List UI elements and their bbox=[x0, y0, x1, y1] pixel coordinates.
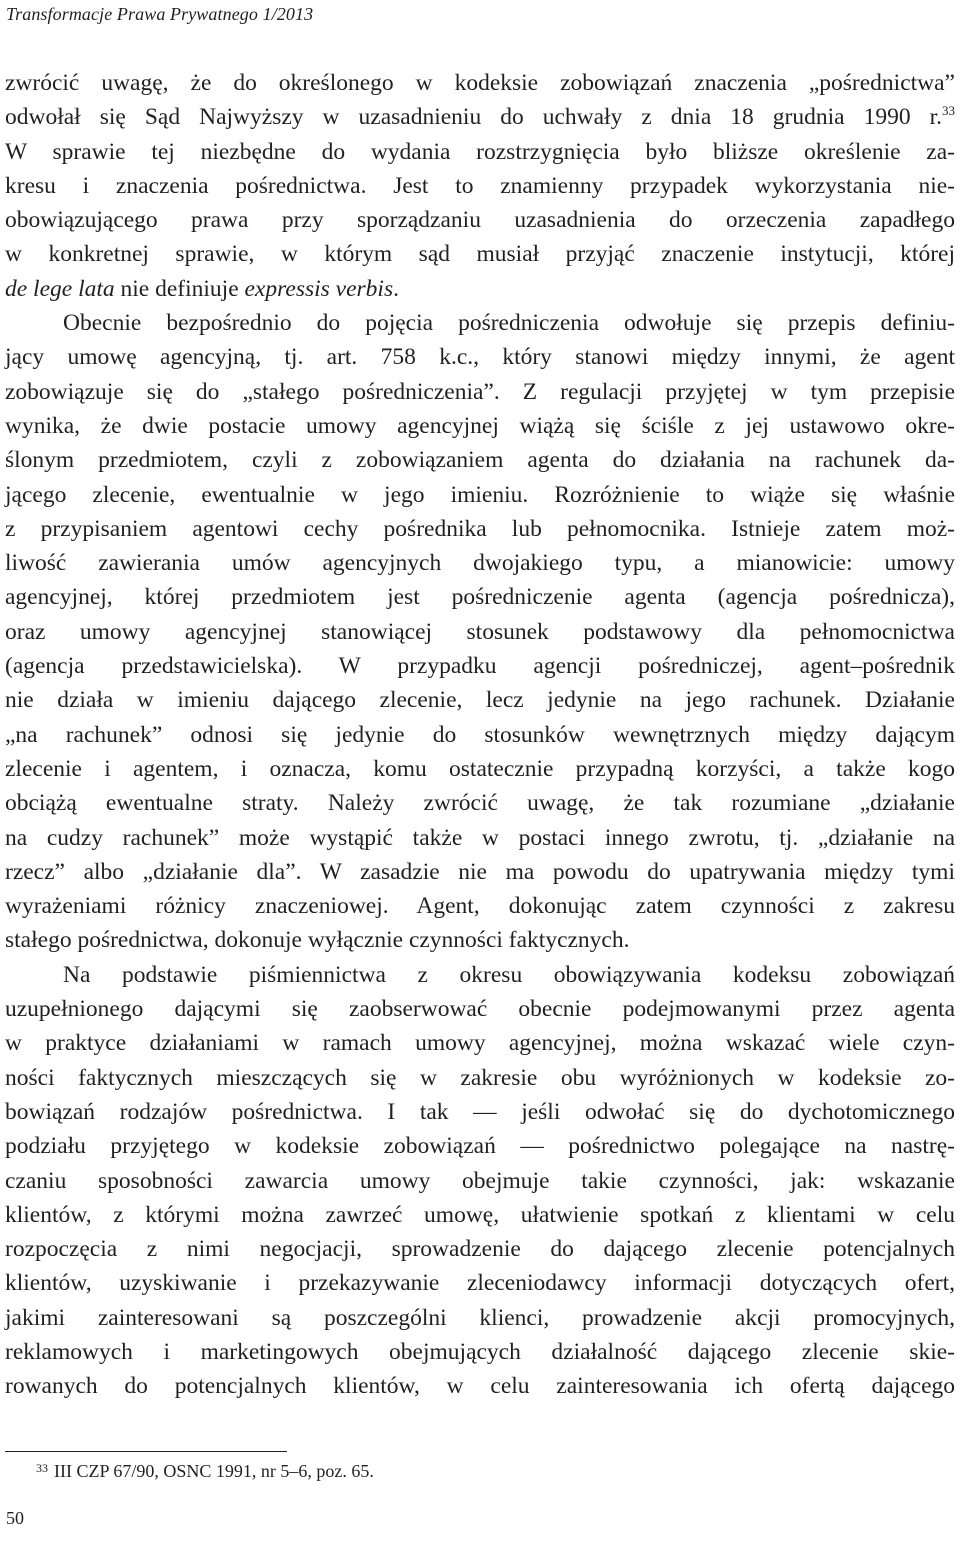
italic-phrase: de lege lata bbox=[5, 275, 115, 302]
text-line: klientów, uzyskiwanie i przekazywanie zleceniodawcy informacji dotyczących ofert, bbox=[5, 1270, 955, 1297]
text-line: rozpoczęcia z nimi negocjacji, sprowadzenie do dającego zlecenie potencjalnych bbox=[5, 1236, 955, 1263]
footnote-reference[interactable]: 33 bbox=[942, 103, 955, 119]
footnote-number: 33 bbox=[36, 1461, 48, 1475]
text-line: klientów, z którymi można zawrzeć umowę, ułatwienie spotkań z klientami w celu bbox=[5, 1201, 955, 1228]
text-line: z przypisaniem agentowi cechy pośrednika lub pełnomocnika. Istnieje zatem moż- bbox=[5, 515, 955, 542]
text-line: Obecnie bezpośrednio do pojęcia pośredniczenia odwołuje się przepis definiu- bbox=[63, 310, 955, 337]
text-line: rzecz” albo „działanie dla”. W zasadzie nie ma powodu do upatrywania między tymi bbox=[5, 858, 955, 885]
text-line: obciążą ewentualne straty. Należy zwrócić uwagę, że tak rozumiane „działanie bbox=[5, 790, 955, 817]
text-line: oraz umowy agencyjnej stanowiącej stosunek podstawowy dla pełnomocnictwa bbox=[5, 618, 955, 645]
text-line: jącego zlecenie, ewentualnie w jego imieniu. Rozróżnienie to wiąże się właśnie bbox=[5, 481, 955, 508]
footnote-separator bbox=[5, 1451, 287, 1452]
text-line: rowanych do potencjalnych klientów, w celu zainteresowania ich ofertą dającego bbox=[5, 1373, 955, 1400]
text-line: podziału przyjętego w kodeksie zobowiązań — pośrednictwo polegające na nastrę- bbox=[5, 1133, 955, 1160]
footnote bbox=[36, 1458, 374, 1484]
text-line: zwrócić uwagę, że do określonego w kodeksie zobowiązań znaczenia „pośrednictwa” bbox=[5, 70, 955, 96]
text-span: . bbox=[393, 275, 399, 302]
italic-phrase: expressis verbis bbox=[244, 275, 394, 302]
footnote-text: III CZP 67/90, OSNC 1991, nr 5–6, poz. 65. bbox=[54, 1461, 374, 1481]
text-line bbox=[5, 100, 955, 134]
text-span: odwołał się Sąd Najwyższy w uzasadnieniu do uchwały z dnia 18 grudnia 1990 r. bbox=[5, 104, 942, 131]
page-number: 50 bbox=[6, 1508, 24, 1528]
text-line: wynika, że dwie postacie umowy agencyjnej wiążą się ściśle z jej ustawowo okre- bbox=[5, 412, 955, 439]
text-line: zlecenie i agentem, i oznacza, komu ostatecznie przypadną korzyści, a także kogo bbox=[5, 755, 955, 782]
text-line: na cudzy rachunek” może wystąpić także w postaci innego zwrotu, tj. „działanie na bbox=[5, 824, 955, 851]
text-line: w konkretnej sprawie, w którym sąd musiał przyjąć znaczenie instytucji, której bbox=[5, 241, 955, 268]
text-line: W sprawie tej niezbędne do wydania rozstrzygnięcia było bliższe określenie za- bbox=[5, 138, 955, 165]
text-line: „na rachunek” odnosi się jedynie do stosunków wewnętrznych między dającym bbox=[5, 721, 955, 748]
text-line: wyrażeniami różnicy znaczeniowej. Agent, dokonując zatem czynności z zakresu bbox=[5, 893, 955, 920]
text-line bbox=[5, 272, 955, 306]
paragraph bbox=[5, 958, 955, 1404]
text-line: stałego pośrednictwa, dokonuje wyłącznie czynności faktycznych. bbox=[5, 927, 630, 954]
text-line: ności faktycznych mieszczących się w zakresie obu wyróżnionych w kodeksie zo- bbox=[5, 1064, 955, 1091]
text-line: uzupełnionego dającymi się zaobserwować obecnie podejmowanymi przez agenta bbox=[5, 996, 955, 1023]
text-line: nie działa w imieniu dającego zlecenie, lecz jedynie na jego rachunek. Działanie bbox=[5, 687, 955, 714]
text-line: kresu i znaczenia pośrednictwa. Jest to znamienny przypadek wykorzystania nie- bbox=[5, 172, 955, 199]
text-line: reklamowych i marketingowych obejmujących działalność dającego zlecenie skie- bbox=[5, 1338, 955, 1365]
text-span: nie definiuje bbox=[114, 275, 245, 302]
text-line: zobowiązuje się do „stałego pośredniczenia”. Z regulacji przyjętej w tym przepisie bbox=[5, 378, 955, 405]
text-line: (agencja przedstawicielska). W przypadku agencji pośredniczej, agent–pośrednik bbox=[5, 653, 955, 680]
paragraph bbox=[5, 306, 955, 958]
text-line: agencyjnej, której przedmiotem jest pośredniczenie agenta (agencja pośrednicza), bbox=[5, 584, 955, 611]
text-line: bowiązań rodzajów pośrednictwa. I tak — jeśli odwołać się do dychotomicznego bbox=[5, 1098, 955, 1125]
text-line: obowiązującego prawa przy sporządzaniu uzasadnienia do orzeczenia zapadłego bbox=[5, 207, 955, 234]
running-header: Transformacje Prawa Prywatnego 1/2013 bbox=[6, 4, 314, 24]
text-line: jący umowę agencyjną, tj. art. 758 k.c., który stanowi między innymi, że agent bbox=[5, 344, 955, 371]
text-line: w praktyce działaniami w ramach umowy agencyjnej, można wskazać wiele czyn- bbox=[5, 1030, 955, 1057]
text-line: Na podstawie piśmiennictwa z okresu obowiązywania kodeksu zobowiązań bbox=[63, 961, 955, 988]
text-line: ślonym przedmiotem, czyli z zobowiązaniem agenta do działania na rachunek da- bbox=[5, 447, 955, 474]
text-line: czaniu sposobności zawarcia umowy obejmuje takie czynności, jak: wskazanie bbox=[5, 1167, 955, 1194]
text-line: liwość zawierania umów agencyjnych dwojakiego typu, a mianowicie: umowy bbox=[5, 550, 955, 577]
text-line: jakimi zainteresowani są poszczególni klienci, prowadzenie akcji promocyjnych, bbox=[5, 1304, 955, 1331]
body-text bbox=[5, 66, 955, 1404]
